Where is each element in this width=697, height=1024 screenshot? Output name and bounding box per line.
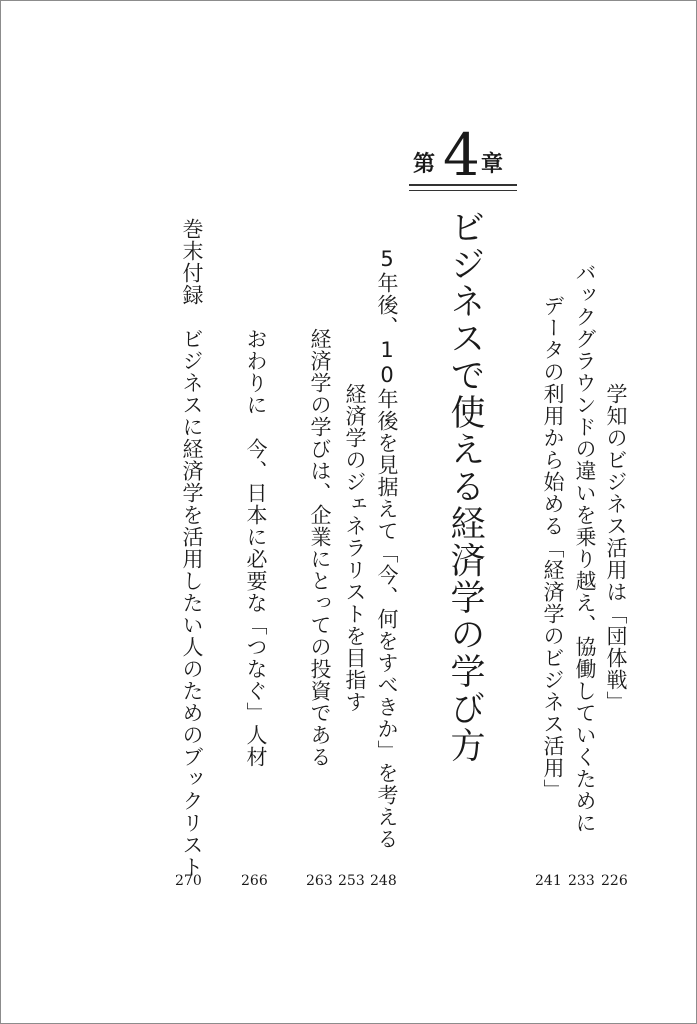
toc-page-number: 263 xyxy=(306,873,333,889)
chapter-prefix: 第 xyxy=(413,151,436,177)
toc-entry-title: バックグラウンドの違いを乗り越え、協働していくために xyxy=(573,262,597,834)
chapter-divider xyxy=(409,184,517,191)
toc-page-number: 270 xyxy=(175,873,202,889)
chapter-number: 4 xyxy=(443,121,480,189)
toc-page-number: 253 xyxy=(338,873,365,889)
toc-page-number: 226 xyxy=(601,873,628,889)
toc-page-number: 241 xyxy=(535,873,562,889)
toc-entry[interactable] xyxy=(307,233,330,863)
toc-entry-title: 経済学の学びは、企業にとっての投資である xyxy=(308,328,332,768)
toc-entry[interactable] xyxy=(243,233,266,863)
toc-entry[interactable] xyxy=(603,233,626,863)
toc-entry[interactable] xyxy=(572,233,595,863)
toc-entry-title: 5年後、10年後を見据えて「今、何をすべきか」を考える xyxy=(375,246,399,850)
toc-entry-title: 経済学のジェネラリストを目指す xyxy=(343,383,367,713)
toc-page-number: 233 xyxy=(568,873,595,889)
toc-entry[interactable] xyxy=(540,233,563,863)
toc-entry[interactable] xyxy=(179,218,204,878)
toc-entry-title: おわりに 今、日本に必要な「つなぐ」人材 xyxy=(244,328,268,768)
chapter-suffix: 章 xyxy=(481,151,504,177)
toc-entry-title: 学知のビジネス活用は「団体戦」 xyxy=(604,383,628,713)
toc-entry[interactable] xyxy=(374,233,397,863)
toc-entry-title: 巻末付録 ビジネスに経済学を活用したい人のためのブックリスト xyxy=(180,218,204,878)
toc-entry[interactable] xyxy=(342,233,365,863)
toc-page-number: 248 xyxy=(370,873,397,889)
chapter-heading xyxy=(401,121,521,191)
chapter-title: ビジネスで使える経済学の学び方 xyxy=(445,209,485,764)
toc-entry-title: データの利用から始める「経済学のビジネス活用」 xyxy=(541,295,565,801)
toc-page-number: 266 xyxy=(241,873,268,889)
